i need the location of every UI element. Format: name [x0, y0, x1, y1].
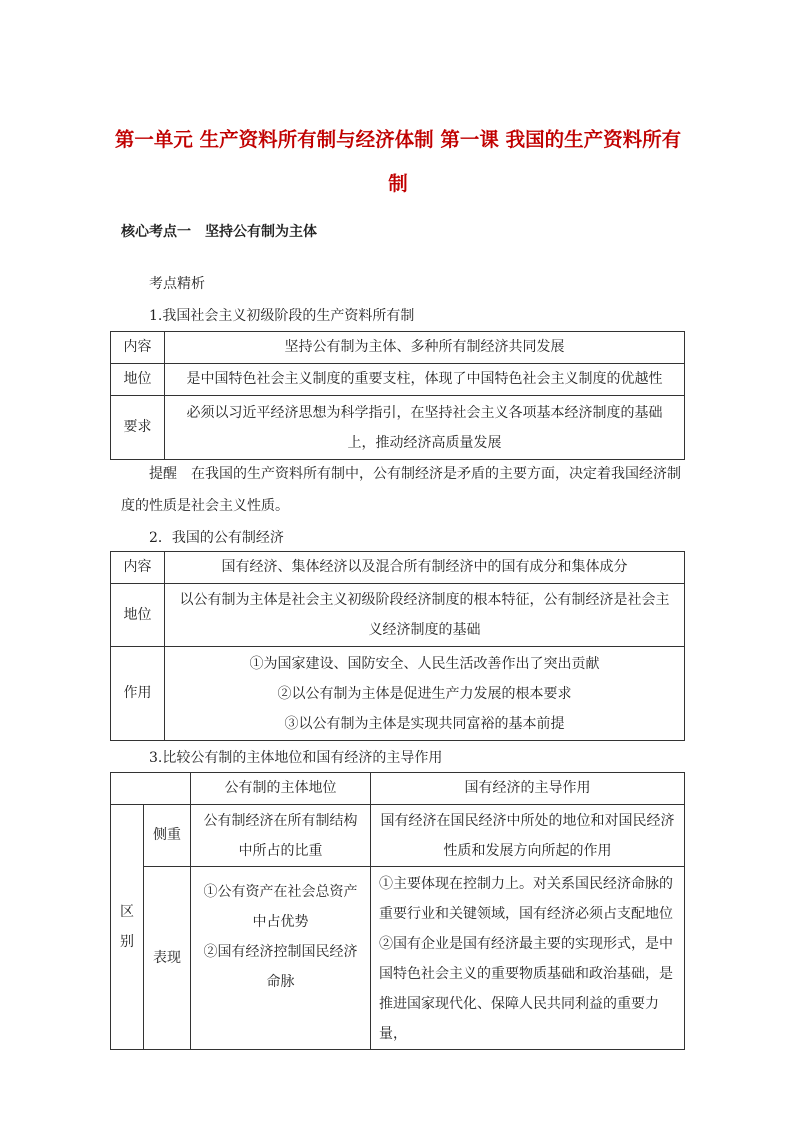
- page-title: 第一单元 生产资料所有制与经济体制 第一课 我国的生产资料所有制: [114, 128, 682, 195]
- row-value: 坚持公有制为主体、多种所有制经济共同发展: [165, 332, 685, 364]
- role-item: ③以公有制为主体是实现共同富裕的基本前提: [284, 715, 565, 732]
- row-label: 内容: [111, 552, 165, 584]
- header-blank: [111, 773, 191, 805]
- focus-label: 侧重: [144, 805, 191, 867]
- row-label: 地位: [111, 364, 165, 396]
- row-value: 是中国特色社会主义制度的重要支柱，体现了中国特色社会主义制度的优越性: [165, 364, 685, 396]
- row-value: [165, 647, 685, 741]
- role-item: ①为国家建设、国防安全、人民生活改善作出了突出贡献: [249, 655, 600, 672]
- table-row: [111, 773, 685, 805]
- diff-label-text: 区别: [120, 904, 134, 950]
- public-economy-table: [110, 551, 685, 741]
- header-public: 公有制的主体地位: [191, 773, 371, 805]
- table-row: [111, 332, 685, 364]
- table-row: [111, 364, 685, 396]
- header-state: 国有经济的主导作用: [371, 773, 685, 805]
- row-label: 作用: [111, 647, 165, 741]
- perf-public: [191, 867, 371, 1050]
- row-label: 内容: [111, 332, 165, 364]
- reminder-paragraph: 提醒 在我国的生产资料所有制中，公有制经济是矛盾的主要方面，决定着我国经济制度的性质是社会主义性质。: [121, 466, 681, 514]
- table-row: [111, 584, 685, 647]
- section3-heading: 3.比较公有制的主体地位和国有经济的主导作用: [149, 750, 443, 766]
- comparison-table: [110, 772, 685, 1050]
- table-row: [111, 396, 685, 460]
- row-value: 国有经济、集体经济以及混合所有制经济中的国有成分和集体成分: [165, 552, 685, 584]
- role-item: ②以公有制为主体是促进生产力发展的根本要求: [277, 685, 572, 702]
- table-row: [111, 805, 685, 867]
- analysis-label: 考点精析: [149, 276, 205, 292]
- perf-state-item: ①主要体现在控制力上。对关系国民经济命脉的重要行业和关键领域，国有经济必须占支配地位: [379, 876, 673, 922]
- perf-label: 表现: [144, 867, 191, 1050]
- table-row: [111, 647, 685, 741]
- row-value: 必须以习近平经济思想为科学指引，在坚持社会主义各项基本经济制度的基础上，推动经济高质量发展: [165, 396, 685, 460]
- core-point-heading: 核心考点一 坚持公有制为主体: [121, 224, 317, 240]
- section2-heading: 2．我国的公有制经济: [149, 530, 284, 546]
- section1-heading: 1.我国社会主义初级阶段的生产资料所有制: [149, 308, 415, 324]
- table-row: [111, 552, 685, 584]
- table-row: [111, 867, 685, 1050]
- perf-public-item: ②国有经济控制国民经济命脉: [203, 944, 358, 990]
- row-label: 要求: [111, 396, 165, 460]
- ownership-table: [110, 331, 685, 460]
- row-label: 地位: [111, 584, 165, 647]
- perf-public-item: ①公有资产在社会总资产中占优势: [203, 884, 358, 930]
- diff-label: [111, 805, 144, 1050]
- perf-state: [371, 867, 685, 1050]
- row-value: 以公有制为主体是社会主义初级阶段经济制度的根本特征，公有制经济是社会主义经济制度的基础: [165, 584, 685, 647]
- perf-state-item: ②国有企业是国有经济最主要的实现形式，是中国特色社会主义的重要物质基础和政治基础，是推进国家现代化、保障人民共同利益的重要力量，: [379, 936, 673, 1042]
- focus-state: 国有经济在国民经济中所处的地位和对国民经济性质和发展方向所起的作用: [371, 805, 685, 867]
- focus-public: 公有制经济在所有制结构中所占的比重: [191, 805, 371, 867]
